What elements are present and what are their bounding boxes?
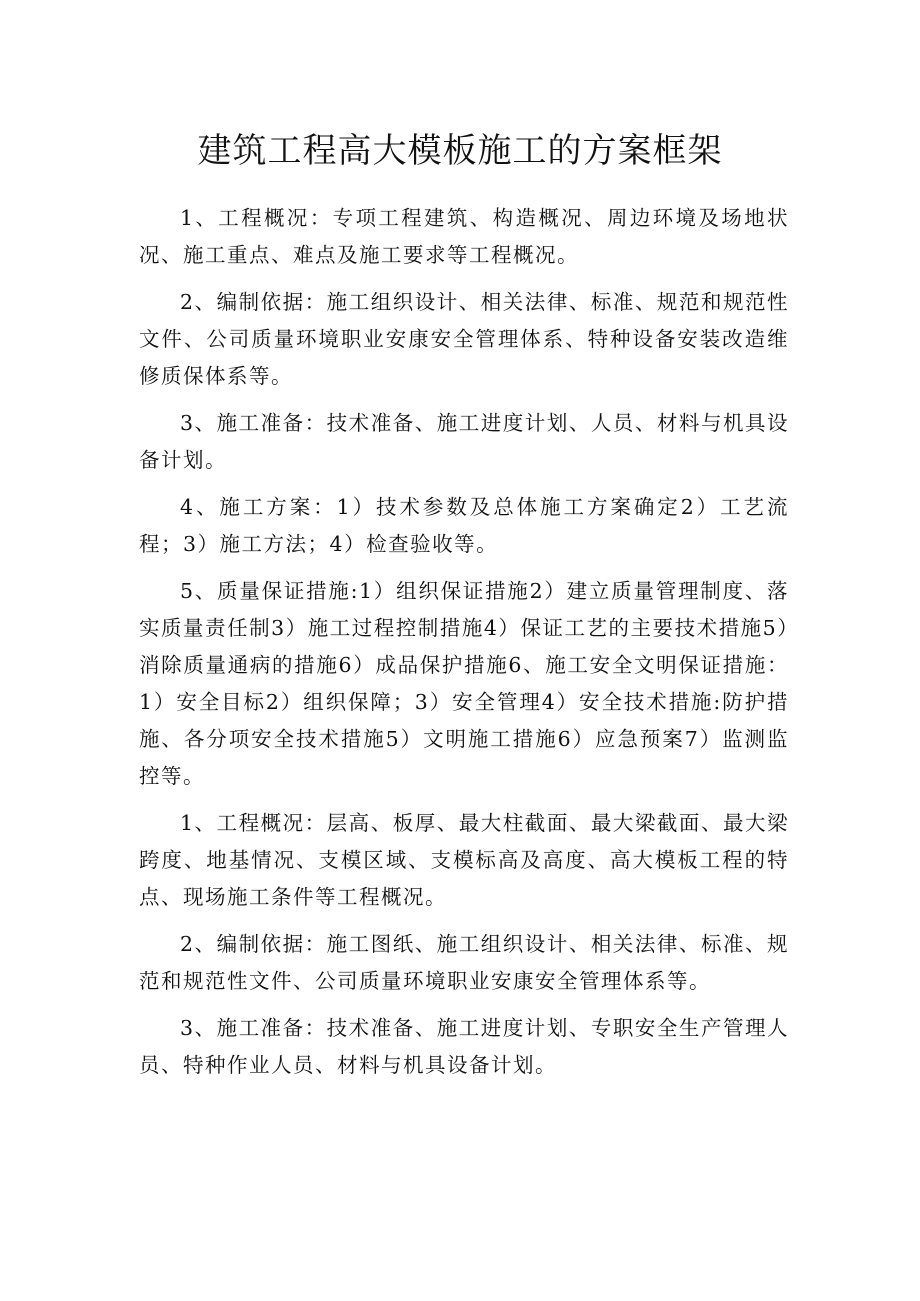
paragraph-compilation-basis: 2、编制依据：施工组织设计、相关法律、标准、规范和规范性文件、公司质量环境职业安康安全管理体系、特种设备安装改造维修质保体系等。: [139, 290, 789, 388]
paragraph-compilation-basis-2: 2、编制依据：施工图纸、施工组织设计、相关法律、标准、规范和规范性文件、公司质量环境职业安康安全管理体系等。: [139, 932, 789, 993]
paragraph-project-overview-2: 1、工程概况：层高、板厚、最大柱截面、最大梁截面、最大梁跨度、地基情况、支模区域、支模标高及高度、高大模板工程的特点、现场施工条件等工程概况。: [139, 811, 789, 909]
document-title: 建筑工程高大模板施工的方案框架: [197, 131, 723, 171]
paragraph-construction-plan: 4、施工方案：1）技术参数及总体施工方案确定2）工艺流程；3）施工方法；4）检查验收等。: [139, 495, 789, 556]
paragraph-construction-preparation: 3、施工准备：技术准备、施工进度计划、人员、材料与机具设备计划。: [139, 411, 789, 472]
paragraph-project-overview: 1、工程概况：专项工程建筑、构造概况、周边环境及场地状况、施工重点、难点及施工要求等工程概况。: [139, 206, 789, 267]
paragraph-construction-preparation-2: 3、施工准备：技术准备、施工进度计划、专职安全生产管理人员、特种作业人员、材料与机具设备计划。: [139, 1016, 789, 1077]
document-body: [139, 200, 789, 1094]
paragraph-quality-safety-measures: 5、质量保证措施:1）组织保证措施2）建立质量管理制度、落实质量责任制3）施工过程控制措施4）保证工艺的主要技术措施5）消除质量通病的措施6）成品保护措施6、施工安全文明保证措施：1）安全目标2）组织保障；3）安全管理4）安全技术措施:防护措施、各分项安全技术措施5）文明施工措施6）应急预案7）监测监控等。: [139, 579, 789, 788]
